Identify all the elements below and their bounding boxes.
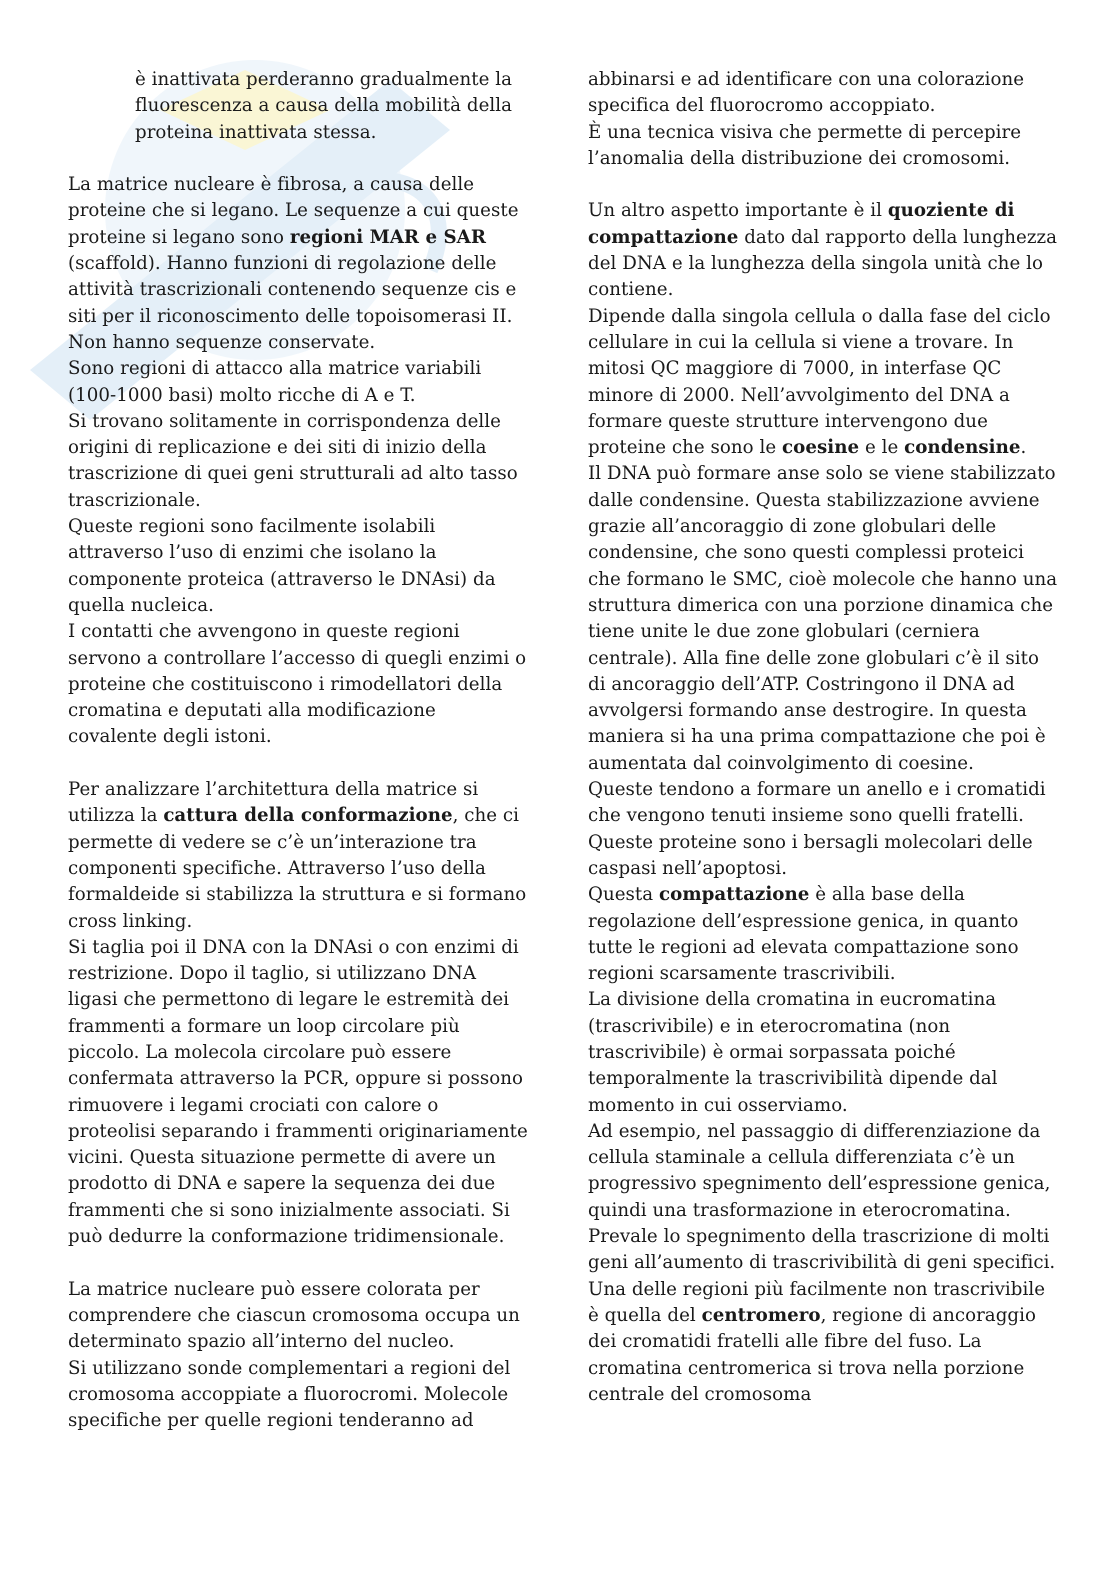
paragraph: Il DNA può formare anse solo se viene stabilizzato dalle condensine. Questa stabilizzazione avviene grazie all’ancoraggio di zone globulari delle condensine, che sono questi complessi proteici che formano le SMC, cioè molecole che hanno una struttura dimerica con una porzione dinamica che tiene unite le due zone globulari (cerniera centrale). Alla fine delle zone globulari c’è il sito di ancoraggio dell’ATP. Costringono il DNA ad avvolgersi formando anse destrogire. In questa maniera si ha una prima compattazione che poi è aumentata dal coinvolgimento di coesine. [588,463,1058,774]
bold-term: coesine [782,437,860,459]
text-run: , che ci permette di vedere se c’è un’interazione tra componenti specifiche. Attraverso l’uso della formaldeide si stabilizza la struttura e si formano cross linking. [68,805,527,932]
paragraph: Ad esempio, nel passaggio di differenziazione da cellula staminale a cellula differenziata c’è un progressivo spegnimento dell’espressione genica, quindi una trasformazione in eterocromatina. Prevale lo spegnimento della trascrizione di molti geni all’aumento di trascrivibilità di geni specifici. [588,1120,1056,1274]
paragraph: Si taglia poi il DNA con la DNAsi o con enzimi di restrizione. Dopo il taglio, si utilizzano DNA ligasi che permettono di legare le estremità dei frammenti a formare un loop circolare più piccolo. La molecola circolare può essere confermata attraverso la PCR, oppure si possono rimuovere i legami crociati con calore o proteolisi separando i frammenti originariamente vicini. Questa situazione permette di avere un prodotto di DNA e sapere la sequenza dei due frammenti che si sono inizialmente associati. Si può dedurre la conformazione tridimensionale. [68,936,528,1248]
paragraph: Queste proteine sono i bersagli molecolari delle caspasi nell’apoptosi. [588,831,1033,879]
paragraph: Si trovano solitamente in corrispondenza delle origini di replicazione e dei siti di inizio della trascrizione di quei geni strutturali ad alto tasso trascrizionale. [68,410,518,511]
bold-term: quoziente di compattazione [588,200,1015,248]
text-run: Un altro aspetto importante è il [588,200,888,222]
paragraph-gap [588,172,1058,198]
text-run: Per analizzare l’architettura della matrice si utilizza la [68,779,479,827]
text-run: Questa [588,884,660,906]
text-run: Dipende dalla singola cellula o dalla fase del ciclo cellulare in cui la cellula si viene a trovare. In mitosi QC maggiore di 7000, in interfase QC minore di 2000. Nell’avvolgimento del DNA a formare queste strutture intervengono due proteine che sono le [588,305,1051,459]
paragraph-cattura-conformazione [68,777,528,935]
bold-term: regioni MAR e SAR [289,226,486,248]
text-run: Una delle regioni più facilmente non trascrivibile è quella del [588,1278,1046,1326]
text-run: è alla base della regolazione dell’espressione genica, in quanto tutte le regioni ad elevata compattazione sono regioni scarsamente trascrivibili. [588,884,1019,985]
paragraph-centromero [588,1277,1058,1408]
paragraph: La matrice nucleare può essere colorata per comprendere che ciascun cromosoma occupa un determinato spazio all’interno del nucleo. [68,1278,520,1353]
paragraph-mar-sar [68,172,528,356]
paragraph: I contatti che avvengono in queste regioni servono a controllare l’accesso di quegli enzimi o proteine che costituiscono i rimodellatori della cromatina e deputati alla modificazione covalente degli istoni. [68,621,527,748]
paragraph: è inattivata perderanno gradualmente la fluorescenza a causa della mobilità della proteina inattivata stessa. [135,69,513,143]
paragraph: È una tecnica visiva che permette di percepire l’anomalia della distribuzione dei cromosomi. [588,121,1022,169]
paragraph: Sono regioni di attacco alla matrice variabili (100-1000 basi) molto ricche di A e T. [68,358,482,406]
paragraph-gap [68,146,528,172]
paragraph: Queste tendono a formare un anello e i cromatidi che vengono tenuti insieme sono quelli fratelli. [588,779,1046,827]
text-run: La matrice nucleare è fibrosa, a causa delle proteine che si legano. Le sequenze a cui queste proteine si legano sono [68,174,519,248]
paragraph: La divisione della cromatina in eucromatina (trascrivibile) e in eterocromatina (non trascrivibile) è ormai sorpassata poiché temporalmente la trascrivibilità dipende dal momento in cui osserviamo. [588,989,998,1116]
bold-term: condensine [904,437,1021,459]
paragraph-compattazione [588,882,1058,987]
text-run: (scaffold). Hanno funzioni di regolazione delle attività trascrizionali contenendo sequenze cis e siti per il riconoscimento delle topoisomerasi II. Non hanno sequenze conservate. [68,253,517,353]
bold-term: centromero [701,1304,821,1326]
right-column [588,67,1058,1408]
paragraph: abbinarsi e ad identificare con una colorazione specifica del fluorocromo accoppiato. [588,69,1025,117]
paragraph: Si utilizzano sonde complementari a regioni del cromosoma accoppiate a fluorocromi. Molecole specifiche per quelle regioni tenderanno ad [68,1357,511,1432]
paragraph-coesine-condensine [588,304,1058,462]
text-run: e le [859,437,905,459]
paragraph-gap [68,1250,528,1276]
text-run: , regione di ancoraggio dei cromatidi fratelli alle fibre del fuso. La cromatina centromerica si trova nella porzione centrale del cromosoma [588,1304,1036,1405]
text-run: . [1020,437,1027,459]
paragraph: Queste regioni sono facilmente isolabili attraverso l’uso di enzimi che isolano la componente proteica (attraverso le DNAsi) da quella nucleica. [68,516,496,616]
bold-term: cattura della conformazione [163,805,453,827]
text-run: dato dal rapporto della lunghezza del DNA e la lunghezza della singola unità che lo contiene. [588,226,1057,301]
paragraph-quoziente-compattazione [588,198,1058,303]
left-column [68,67,528,1434]
paragraph-gap [68,751,528,777]
bold-term: compattazione [659,884,810,906]
